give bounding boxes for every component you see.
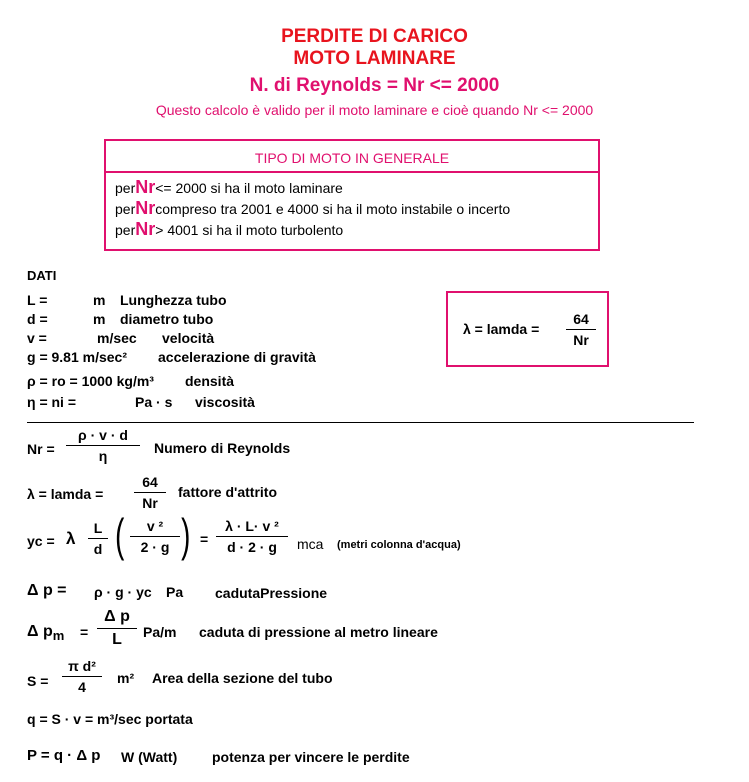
dp-desc: cadutaPressione	[215, 585, 328, 601]
title-line3: N. di Reynolds = Nr <= 2000	[249, 75, 500, 96]
s-num: π d²	[68, 658, 96, 674]
yc-eq: =	[200, 531, 209, 547]
yc-paren-right: )	[181, 509, 191, 561]
yc-frac3	[216, 518, 288, 555]
dp-lhs: Δ p =	[27, 582, 67, 599]
dati-rho-desc: densità	[185, 373, 235, 389]
dati-eta-var: η = ni =	[27, 394, 77, 410]
lamda-box	[446, 291, 609, 367]
moto-heading: TIPO DI MOTO IN GENERALE	[254, 150, 450, 166]
dati-L-var: L =	[27, 292, 48, 308]
dati-d-desc: diametro tubo	[120, 311, 214, 327]
title-line2: MOTO LAMINARE	[293, 48, 456, 69]
yc-unit: mca	[297, 536, 324, 552]
nr-den: η	[98, 448, 108, 464]
lamda-den: Nr	[142, 495, 158, 511]
dpm-num: Δ p	[104, 608, 130, 625]
yc-f2-num: v ²	[146, 518, 164, 534]
dati-eta-desc: viscosità	[195, 394, 255, 410]
dati-d-var: d =	[27, 311, 48, 327]
dati-d-unit: m	[93, 311, 106, 327]
dpm-eq: =	[80, 624, 89, 640]
dpm-desc: caduta di pressione al metro lineare	[199, 624, 438, 640]
lamda-box-lhs: λ = lamda =	[463, 321, 540, 337]
yc-lhs: yc =	[27, 533, 55, 549]
dati-g-desc: accelerazione di gravità	[158, 349, 316, 365]
dati-heading: DATI	[27, 268, 57, 283]
lamda-fraction	[134, 474, 166, 511]
s-desc: Area della sezione del tubo	[152, 670, 333, 686]
s-lhs: S =	[27, 673, 49, 689]
q-formula: q = S · v = m³/sec portata	[27, 711, 193, 727]
moto-row: perNr<= 2000 si ha il moto laminare	[115, 177, 343, 197]
moto-row: perNr> 4001 si ha il moto turbolento	[115, 219, 344, 239]
dpm-unit: Pa/m	[143, 624, 177, 640]
yc-f2-den: 2 · g	[140, 539, 170, 555]
lamda-box-den: Nr	[573, 332, 589, 348]
dati-eta-unit: Pa · s	[135, 394, 173, 410]
yc-note: (metri colonna d'acqua)	[337, 539, 461, 551]
lamda-desc: fattore d'attrito	[178, 484, 277, 500]
s-fraction	[62, 658, 102, 695]
dp-unit: Pa	[166, 584, 184, 600]
dati-rho-var: ρ = ro = 1000 kg/m³	[27, 373, 154, 389]
p-unit: W (Watt)	[121, 749, 178, 765]
title-line1: PERDITE DI CARICO	[281, 26, 468, 47]
lamda-box-fraction	[566, 311, 596, 348]
nr-lhs: Nr =	[27, 441, 55, 457]
nr-desc: Numero di Reynolds	[154, 440, 291, 456]
s-unit: m²	[117, 670, 135, 686]
yc-f3-den: d · 2 · g	[227, 539, 277, 555]
dp-expr: ρ · g · yc	[94, 584, 152, 600]
s-den: 4	[78, 679, 86, 695]
dpm-fraction	[97, 608, 137, 649]
nr-fraction	[66, 427, 140, 464]
separator	[27, 422, 694, 423]
dpm-lhs: Δ $p_m$	[27, 623, 65, 644]
yc-f1-den: d	[93, 541, 103, 557]
dati-v-unit: m/sec	[97, 330, 137, 346]
lamda-box-num: 64	[573, 311, 589, 327]
p-desc: potenza per vincere le perdite	[212, 749, 410, 765]
yc-lamda: λ	[66, 529, 76, 548]
dati-L-desc: Lunghezza tubo	[120, 292, 227, 308]
yc-frac1	[88, 520, 108, 557]
dpm-sub: m	[52, 628, 65, 644]
nr-num: ρ · v · d	[78, 427, 128, 443]
p-lhs: P = q · Δ p	[27, 747, 101, 764]
moto-rows	[115, 177, 510, 240]
yc-paren-left: (	[115, 509, 125, 561]
dati-L-unit: m	[93, 292, 106, 308]
moto-row: perNrcompreso tra 2001 e 4000 si ha il moto instabile o incerto	[115, 198, 511, 218]
lamda-lhs: λ = lamda =	[27, 486, 104, 502]
yc-f3-num: λ · L· v ²	[225, 518, 279, 534]
lamda-num: 64	[142, 474, 158, 490]
dati-v-var: v =	[27, 330, 47, 346]
yc-f1-num: L	[93, 520, 103, 536]
dpm-den: L	[112, 631, 122, 648]
dati-v-desc: velocità	[162, 330, 215, 346]
title-note: Questo calcolo è valido per il moto laminare e cioè quando Nr <= 2000	[155, 102, 594, 118]
moto-box	[104, 139, 600, 251]
dati-g-var: g = 9.81 m/sec²	[27, 349, 128, 365]
yc-frac2	[130, 518, 180, 555]
